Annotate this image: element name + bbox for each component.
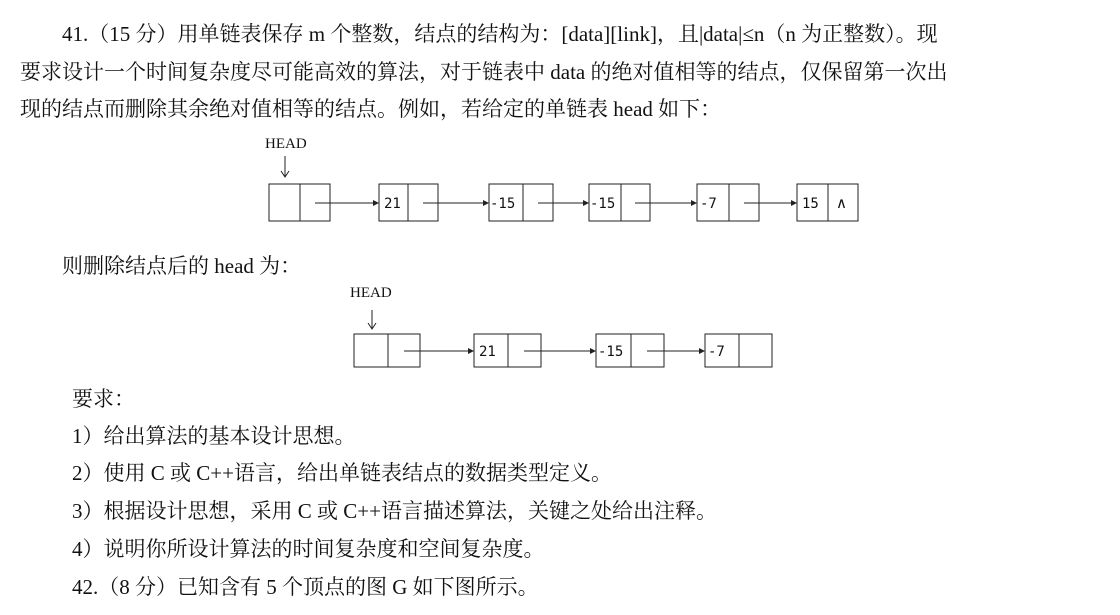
head-label: HEAD — [265, 136, 307, 152]
head-label: HEAD — [350, 285, 392, 301]
node-value: 21 — [479, 344, 496, 360]
requirements-title: 要求： — [72, 387, 135, 411]
node-value: -15 — [490, 196, 516, 212]
link-arrowhead — [699, 348, 705, 354]
node-value: -15 — [598, 344, 624, 360]
node-value: -7 — [700, 196, 717, 212]
requirement-item-4: 4）说明你所设计算法的时间复杂度和空间复杂度。 — [72, 537, 545, 561]
problem41-line2: 要求设计一个时间复杂度尽可能高效的算法，对于链表中 data 的绝对值相等的结点，仅保留第一次出 — [20, 60, 948, 84]
node-value: 21 — [384, 196, 401, 212]
link-arrowhead — [468, 348, 474, 354]
problem41-line1: 41.（15 分）用单链表保存 m 个整数，结点的结构为：[data][link]，且|data|≤n（n 为正整数）。现 — [62, 22, 938, 46]
problem41-line3: 现的结点而删除其余绝对值相等的结点。例如，若给定的单链表 head 如下： — [20, 97, 722, 121]
link-arrowhead — [590, 348, 596, 354]
requirement-item-3: 3）根据设计思想，采用 C 或 C++语言描述算法，关键之处给出注释。 — [72, 499, 717, 523]
requirement-item-2: 2）使用 C 或 C++语言，给出单链表结点的数据类型定义。 — [72, 461, 612, 485]
after-label: 则删除结点后的 head 为： — [62, 254, 302, 278]
node-value: -15 — [590, 196, 616, 212]
node-link-cell — [739, 334, 772, 367]
node-value: -7 — [708, 344, 725, 360]
node-value: 15 — [802, 196, 819, 212]
head-node-data-cell — [354, 334, 388, 367]
problem42-line1: 42.（8 分）已知含有 5 个顶点的图 G 如下图所示。 — [72, 575, 539, 599]
requirement-item-1: 1）给出算法的基本设计思想。 — [72, 424, 356, 448]
null-symbol: ∧ — [836, 194, 847, 212]
